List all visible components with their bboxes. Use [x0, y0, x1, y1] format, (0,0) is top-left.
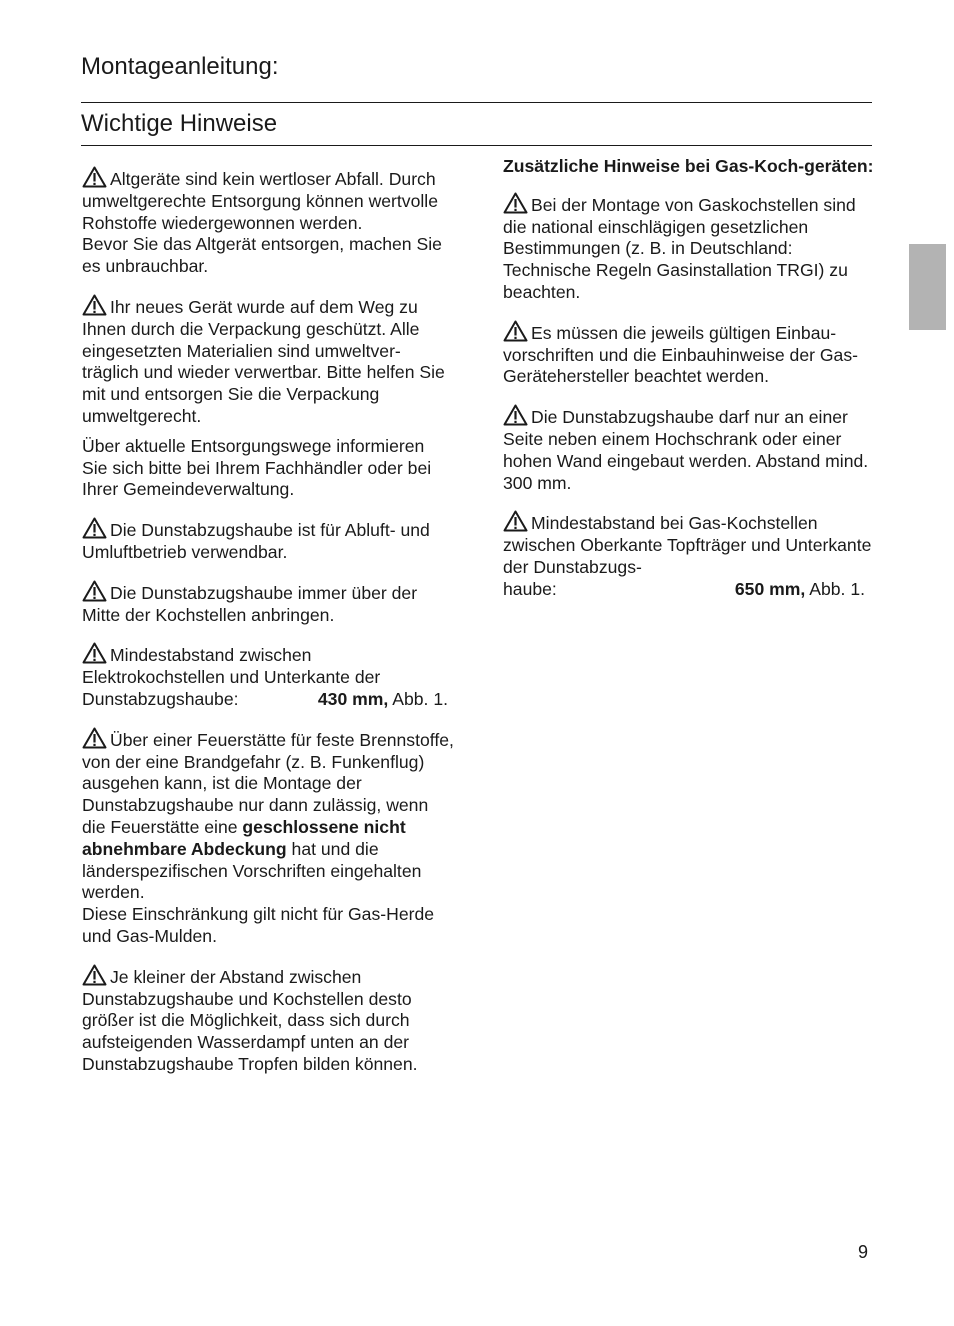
note-side-cabinet: Die Dunstabzugshaube darf nur an einer Seite neben einem Hochschrank oder einer hohen Wand eingebaut werden. Abstand mind. 300 mm.	[503, 404, 875, 494]
note-min-distance-gas: Mindestabstand bei Gas-Kochstellen zwischen Oberkante Topfträger und Unterkante der Dunstabzugs- haube: 650 mm, Abb. 1.	[503, 510, 875, 600]
note-installation-rules: Es müssen die jeweils gültigen Einbau-vorschriften und die Einbauhinweise der Gas-Gerätehersteller beachtet werden.	[503, 320, 875, 388]
page-number: 9	[858, 1242, 869, 1262]
distance-label: haube:	[503, 578, 557, 599]
distance-value: 650 mm,	[734, 578, 806, 599]
distance-value: 430 mm,	[317, 688, 389, 709]
note-gas-regulations: Bei der Montage von Gaskochstellen sind die national einschlägigen gesetzlichen Bestimmungen (z. B. in Deutschland: Technische Regeln Gasinstallation TRGI) zu beachten.	[503, 192, 875, 304]
note-mounting-position: Die Dunstabzugshaube immer über der Mitte der Kochstellen anbringen.	[82, 580, 454, 627]
warning-triangle-icon	[503, 320, 528, 342]
language-tab-marker	[909, 244, 946, 330]
note-operation-mode: Die Dunstabzugshaube ist für Abluft- und Umluftbetrieb verwendbar.	[82, 517, 454, 564]
note-disposal-info: Über aktuelle Entsorgungswege informieren Sie sich bitte bei Ihrem Fachhändler oder bei Ihrer Gemeindeverwaltung.	[82, 435, 432, 500]
note-disposal: Altgeräte sind kein wertloser Abfall. Durch umweltgerechte Entsorgung können wertvolle Rohstoffe wiedergewonnen werden. Bevor Sie das Altgerät entsorgen, machen Sie es unbrauchbar.	[82, 166, 454, 278]
warning-triangle-icon	[82, 580, 107, 602]
warning-triangle-icon	[503, 510, 528, 532]
left-column	[82, 156, 454, 1092]
note-condensation: Je kleiner der Abstand zwischen Dunstabzugshaube und Kochstellen desto größer ist die Möglichkeit, dass sich durch aufsteigenden Wasserdampf unten an der Dunstabzugshaube Tropfen bilden können.	[82, 964, 454, 1076]
right-column	[503, 156, 875, 617]
warning-triangle-icon	[82, 166, 107, 188]
gas-section-heading: Zusätzliche Hinweise bei Gas-Koch-geräten:	[503, 156, 874, 176]
note-packaging: Ihr neues Gerät wurde auf dem Weg zu Ihnen durch die Verpackung geschützt. Alle eingesetzten Materialien sind umweltver-träglich und wieder verwertbar. Bitte helfen Sie mit und entsorgen Sie die Verpackung umweltgerecht.	[82, 294, 454, 428]
warning-triangle-icon	[82, 727, 107, 749]
warning-triangle-icon	[82, 964, 107, 986]
note-min-distance-electric: Mindestabstand zwischen Elektrokochstellen und Unterkante der Dunstabzugshaube: 430 mm, Abb. 1.	[82, 642, 454, 710]
note-solid-fuel: Über einer Feuerstätte für feste Brennstoffe, von der eine Brandgefahr (z. B. Funkenflug) ausgehen kann, ist die Montage der Dunstabzugshaube nur dann zulässig, wenn die Feuerstätte eine geschlossene nicht abnehmbare Abdeckung hat und die länderspezifischen Vorschriften eingehalten werden. Diese Einschränkung gilt nicht für Gas-Herde und Gas-Mulden.	[82, 727, 454, 948]
page-title: Montageanleitung:	[81, 53, 279, 80]
warning-triangle-icon	[503, 192, 528, 214]
warning-triangle-icon	[82, 642, 107, 664]
header-divider-bottom	[81, 145, 872, 146]
distance-label: Dunstabzugshaube:	[82, 688, 239, 709]
warning-triangle-icon	[503, 404, 528, 426]
warning-triangle-icon	[82, 294, 107, 316]
figure-ref: Abb. 1.	[392, 688, 448, 709]
section-title: Wichtige Hinweise	[81, 110, 278, 137]
warning-triangle-icon	[82, 517, 107, 539]
header-divider-top	[81, 102, 872, 103]
figure-ref: Abb. 1.	[809, 578, 865, 599]
